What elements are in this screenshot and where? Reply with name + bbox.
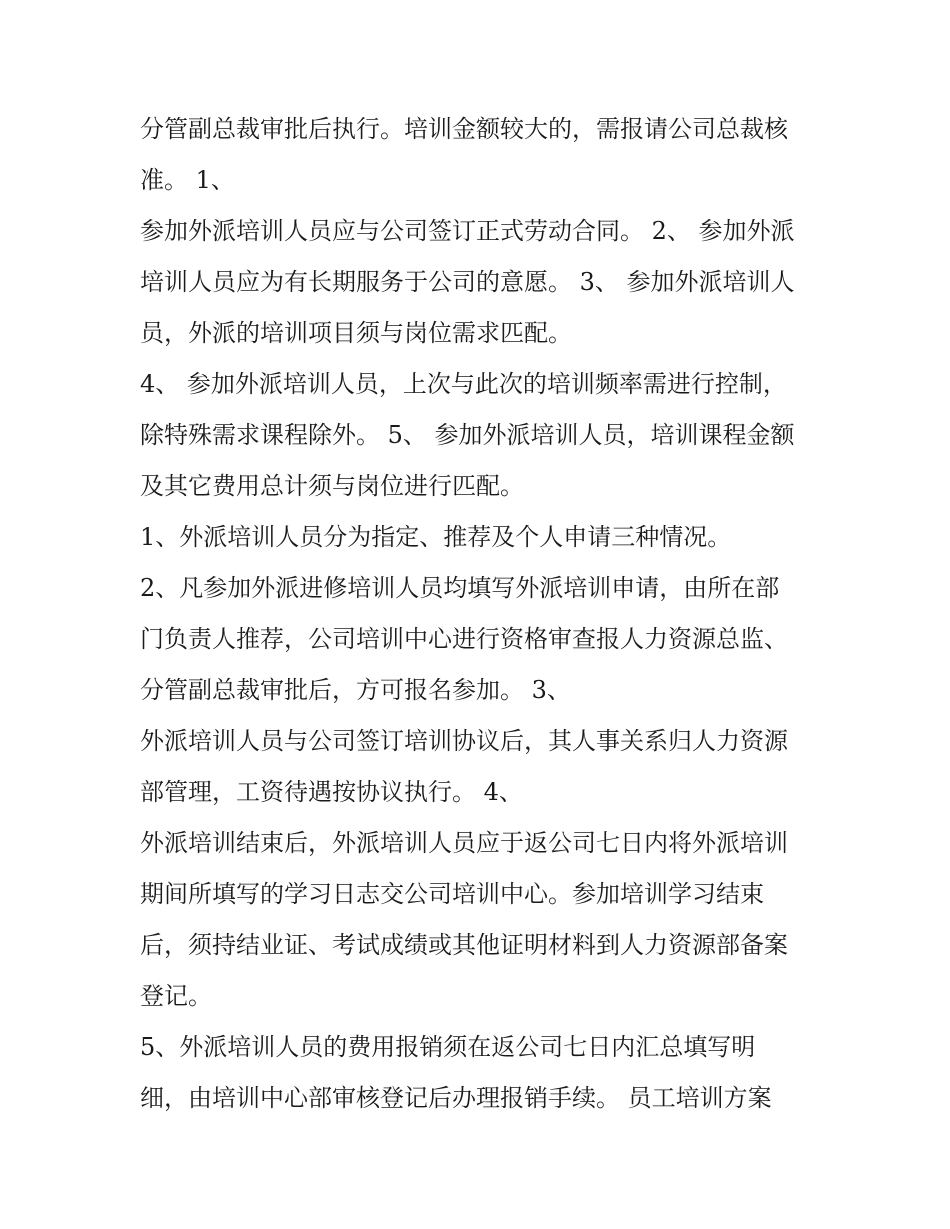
document-body xyxy=(140,104,820,1124)
text-line-5: 员，外派的培训项目须与岗位需求匹配。 xyxy=(140,319,572,347)
text-line-15: 外派培训结束后，外派培训人员应于返公司七日内将外派培训 xyxy=(140,829,788,857)
text-line-3: 参加外派培训人员应与公司签订正式劳动合同。 2、 参加外派 xyxy=(140,217,795,245)
text-line-1: 分管副总裁审批后执行。培训金额较大的，需报请公司总裁核 xyxy=(140,115,788,143)
text-line-17: 后，须持结业证、考试成绩或其他证明材料到人力资源部备案 xyxy=(140,931,788,959)
text-line-11: 门负责人推荐，公司培训中心进行资格审查报人力资源总监、 xyxy=(140,625,788,653)
text-line-9: 1、外派培训人员分为指定、推荐及个人申请三种情况。 xyxy=(140,523,732,551)
text-line-12: 分管副总裁审批后，方可报名参加。 3、 xyxy=(140,676,571,704)
text-line-16: 期间所填写的学习日志交公司培训中心。参加培训学习结束 xyxy=(140,880,764,908)
text-line-13: 外派培训人员与公司签订培训协议后，其人事关系归人力资源 xyxy=(140,727,788,755)
text-line-4: 培训人员应为有长期服务于公司的意愿。 3、 参加外派培训人 xyxy=(140,268,795,296)
text-line-10: 2、凡参加外派进修培训人员均填写外派培训申请，由所在部 xyxy=(140,574,780,602)
text-line-8: 及其它费用总计须与岗位进行匹配。 xyxy=(140,472,524,500)
text-line-20: 细，由培训中心部审核登记后办理报销手续。 员工培训方案 xyxy=(140,1084,772,1112)
text-line-2: 准。 1、 xyxy=(140,166,235,194)
text-line-19: 5、外派培训人员的费用报销须在返公司七日内汇总填写明 xyxy=(140,1033,756,1061)
text-line-18: 登记。 xyxy=(140,982,212,1010)
text-line-6: 4、 参加外派培训人员，上次与此次的培训频率需进行控制， xyxy=(140,370,787,398)
text-line-7: 除特殊需求课程除外。 5、 参加外派培训人员，培训课程金额 xyxy=(140,421,795,449)
text-line-14: 部管理，工资待遇按协议执行。 4、 xyxy=(140,778,523,806)
